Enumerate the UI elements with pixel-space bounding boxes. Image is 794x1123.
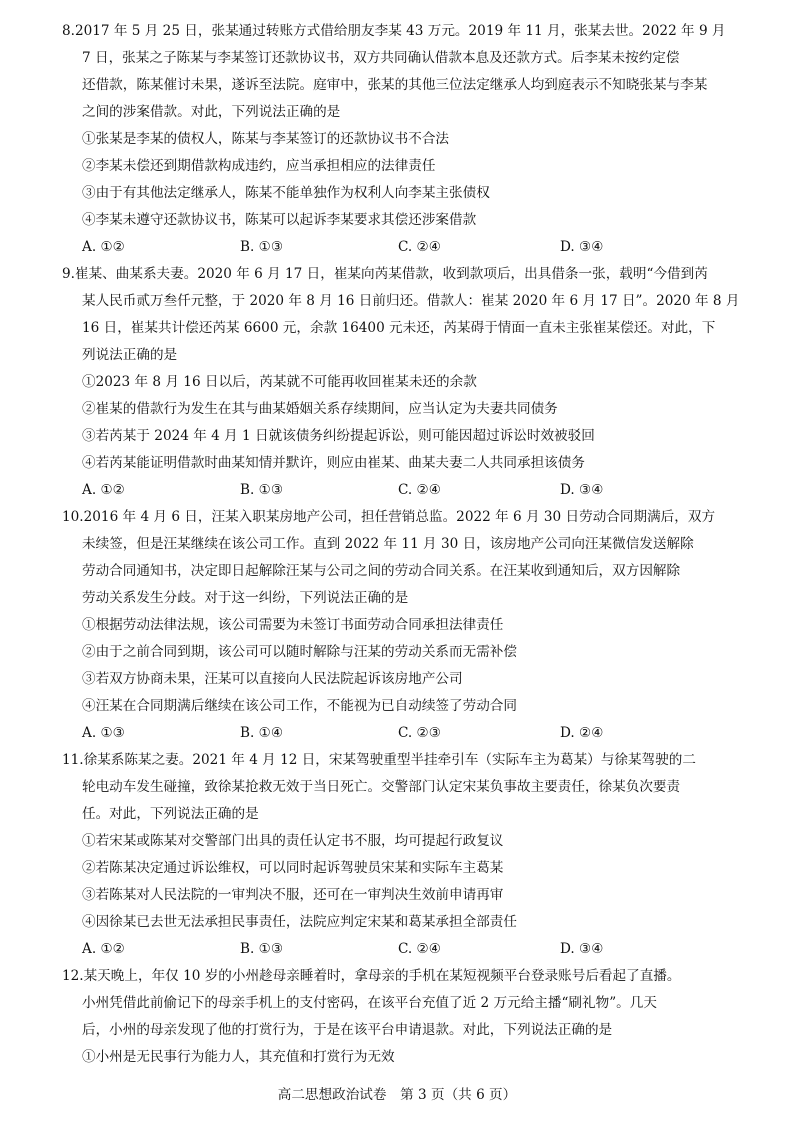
answer-choice[interactable]: D. ②④ [560,725,604,741]
question-stem-line: 轮电动车发生碰撞，致徐某抢救无效于当日死亡。交警部门认定宋某负事故主要责任，徐某负次要责 [82,779,681,795]
statement: ①若宋某或陈某对交警部门出具的责任认定书不服，均可提起行政复议 [82,833,504,849]
question-stem-line: 16 日，崔某共计偿还芮某 6600 元，余款 16400 元未还，芮某碍于情面一直未主张崔某偿还。对此，下 [82,320,716,336]
answer-choice[interactable]: B. ①③ [240,941,284,957]
statement: ④因徐某已去世无法承担民事责任，法院应判定宋某和葛某承担全部责任 [82,914,517,930]
statement: ④若芮某能证明借款时曲某知情并默许，则应由崔某、曲某夫妻二人共同承担该债务 [82,455,585,471]
question-stem-line: 任。对此，下列说法正确的是 [82,806,259,822]
question-stem-line: 未续签，但是汪某继续在该公司工作。直到 2022 年 11 月 30 日，该房地产公司向汪某微信发送解除 [82,536,694,552]
question-stem-line: 劳动关系发生分歧。对于这一纠纷，下列说法正确的是 [82,590,409,606]
question-stem-line: 12.某天晚上，年仅 10 岁的小州趁母亲睡着时，拿母亲的手机在某短视频平台登录账号后看起了直播。 [62,968,681,984]
statement: ④李某未遵守还款协议书，陈某可以起诉李某要求其偿还涉案借款 [82,212,477,228]
answer-choice[interactable]: D. ③④ [560,941,604,957]
answer-choices [0,477,794,504]
question-stem-line: 10.2016 年 4 月 6 日，汪某入职某房地产公司，担任营销总监。2022 年 6 月 30 日劳动合同期满后，双方 [62,509,716,525]
questions-container [0,18,794,1071]
statement: ②崔某的借款行为发生在其与曲某婚姻关系存续期间，应当认定为夫妻共同债务 [82,401,558,417]
answer-choice[interactable]: A. ①② [82,482,125,498]
page-footer: 高二思想政治试卷 第 3 页（共 6 页） [277,1087,517,1103]
statement: ③若双方协商未果，汪某可以直接向人民法院起诉该房地产公司 [82,671,463,687]
question-stem-line: 列说法正确的是 [82,347,178,363]
answer-choice[interactable]: B. ①③ [240,482,284,498]
question-stem-line: 劳动合同通知书，决定即日起解除汪某与公司之间的劳动合同关系。在汪某收到通知后，双方因解除 [82,563,681,579]
answer-choices [0,936,794,963]
statement: ③若芮某于 2024 年 4 月 1 日就该债务纠纷提起诉讼，则可能因超过诉讼时效被驳回 [82,428,595,444]
statement: ③由于有其他法定继承人，陈某不能单独作为权利人向李某主张债权 [82,185,490,201]
answer-choices [0,234,794,261]
answer-choice[interactable]: C. ②④ [398,239,441,255]
question-stem-line: 后，小州的母亲发现了他的打赏行为，于是在该平台申请退款。对此，下列说法正确的是 [82,1022,613,1038]
question-stem-line: 小州凭借此前偷记下的母亲手机上的支付密码，在该平台充值了近 2 万元给主播“刷礼物”。几天 [82,995,657,1011]
question-stem-line: 之间的涉案借款。对此，下列说法正确的是 [82,104,341,120]
answer-choice[interactable]: D. ③④ [560,482,604,498]
question-stem-line: 还借款，陈某催讨未果，遂诉至法院。庭审中，张某的其他三位法定继承人均到庭表示不知晓张某与李某 [82,77,708,93]
answer-choice[interactable]: C. ②④ [398,482,441,498]
statement: ②李某未偿还到期借款构成违约，应当承担相应的法律责任 [82,158,436,174]
answer-choice[interactable]: A. ①② [82,941,125,957]
question-10 [0,504,794,747]
question-stem-line: 9.崔某、曲某系夫妻。2020 年 6 月 17 日，崔某向芮某借款，收到款项后，出具借条一张，载明“今借到芮 [62,266,708,282]
question-9 [0,261,794,504]
statement: ④汪某在合同期满后继续在该公司工作，不能视为已自动续签了劳动合同 [82,698,517,714]
question-8 [0,18,794,261]
answer-choice[interactable]: D. ③④ [560,239,604,255]
statement: ①2023 年 8 月 16 日以后，芮某就不可能再收回崔某未还的余款 [82,374,477,390]
statement: ②由于之前合同到期，该公司可以随时解除与汪某的劳动关系而无需补偿 [82,644,517,660]
answer-choice[interactable]: A. ①② [82,239,125,255]
answer-choice[interactable]: B. ①③ [240,239,284,255]
answer-choice[interactable]: B. ①④ [240,725,284,741]
statement: ③若陈某对人民法院的一审判决不服，还可在一审判决生效前申请再审 [82,887,504,903]
statement: ①小州是无民事行为能力人，其充值和打赏行为无效 [82,1049,395,1065]
question-stem-line: 7 日，张某之子陈某与李某签订还款协议书，双方共同确认借款本息及还款方式。后李某未按约定偿 [82,50,680,66]
answer-choices [0,720,794,747]
question-stem-line: 某人民币贰万叁仟元整，于 2020 年 8 月 16 日前归还。借款人：崔某 2020 年 6 月 17 日”。2020 年 8 月 [82,293,740,309]
statement: ①张某是李某的债权人，陈某与李某签订的还款协议书不合法 [82,131,450,147]
answer-choice[interactable]: C. ②③ [398,725,441,741]
question-stem-line: 8.2017 年 5 月 25 日，张某通过转账方式借给朋友李某 43 万元。2019 年 11 月，张某去世。2022 年 9 月 [62,23,726,39]
statement: ②若陈某决定通过诉讼维权，可以同时起诉驾驶员宋某和实际车主葛某 [82,860,504,876]
question-12 [0,963,794,1071]
statement: ①根据劳动法律法规，该公司需要为未签订书面劳动合同承担法律责任 [82,617,504,633]
answer-choice[interactable]: A. ①③ [82,725,125,741]
question-11 [0,747,794,963]
question-stem-line: 11.徐某系陈某之妻。2021 年 4 月 12 日，宋某驾驶重型半挂牵引车（实际车主为葛某）与徐某驾驶的二 [62,752,696,768]
answer-choice[interactable]: C. ②④ [398,941,441,957]
